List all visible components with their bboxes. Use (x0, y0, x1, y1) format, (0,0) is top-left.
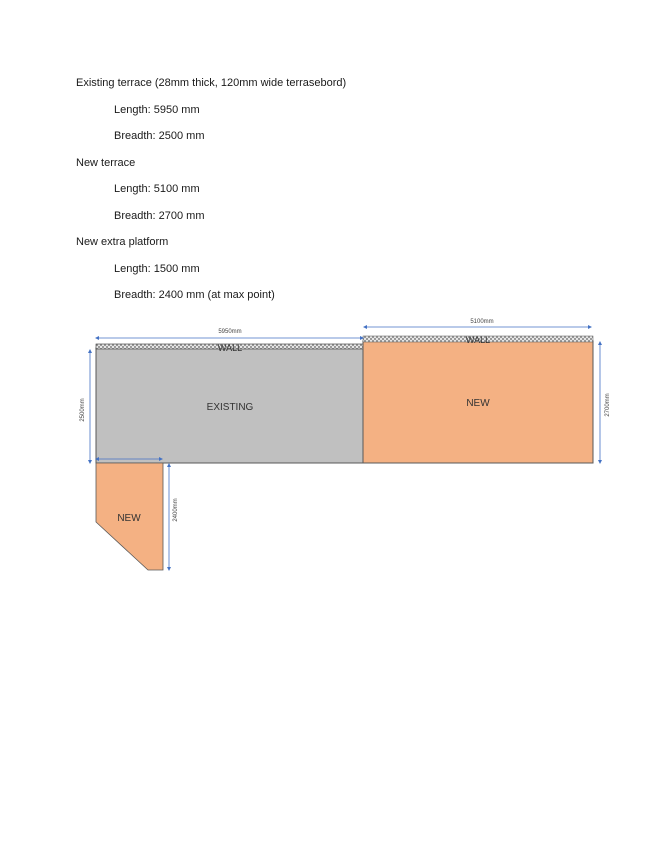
existing-length: Length: 5950 mm (114, 104, 200, 116)
new-wall-label: WALL (465, 335, 491, 345)
new-platform (96, 463, 163, 570)
existing-length-label: 5950mm (218, 329, 242, 335)
new-platform-label: NEW (117, 513, 141, 524)
new-terrace-breadth: Breadth: 2700 mm (114, 210, 205, 222)
new-length-label: 5100mm (470, 319, 494, 325)
section-heading-extra-platform: New extra platform (76, 236, 169, 248)
existing-breadth: Breadth: 2500 mm (114, 130, 205, 142)
section-heading-existing: Existing terrace (28mm thick, 120mm wide terrasebord) (76, 77, 347, 89)
platform-length: Length: 1500 mm (114, 263, 200, 275)
existing-label: EXISTING (206, 402, 254, 413)
new-terrace-length: Length: 5100 mm (114, 183, 200, 195)
new-breadth-label: 2700mm (605, 393, 611, 417)
section-heading-new-terrace: New terrace (76, 157, 136, 169)
existing-wall-label: WALL (217, 343, 243, 353)
platform-breadth-label: 2400mm (173, 498, 179, 522)
new-terrace-label: NEW (466, 398, 490, 409)
new-terrace (363, 335, 593, 463)
existing-terrace (96, 343, 363, 463)
existing-breadth-label: 2500mm (80, 398, 86, 422)
platform-breadth: Breadth: 2400 mm (at max point) (114, 289, 275, 301)
